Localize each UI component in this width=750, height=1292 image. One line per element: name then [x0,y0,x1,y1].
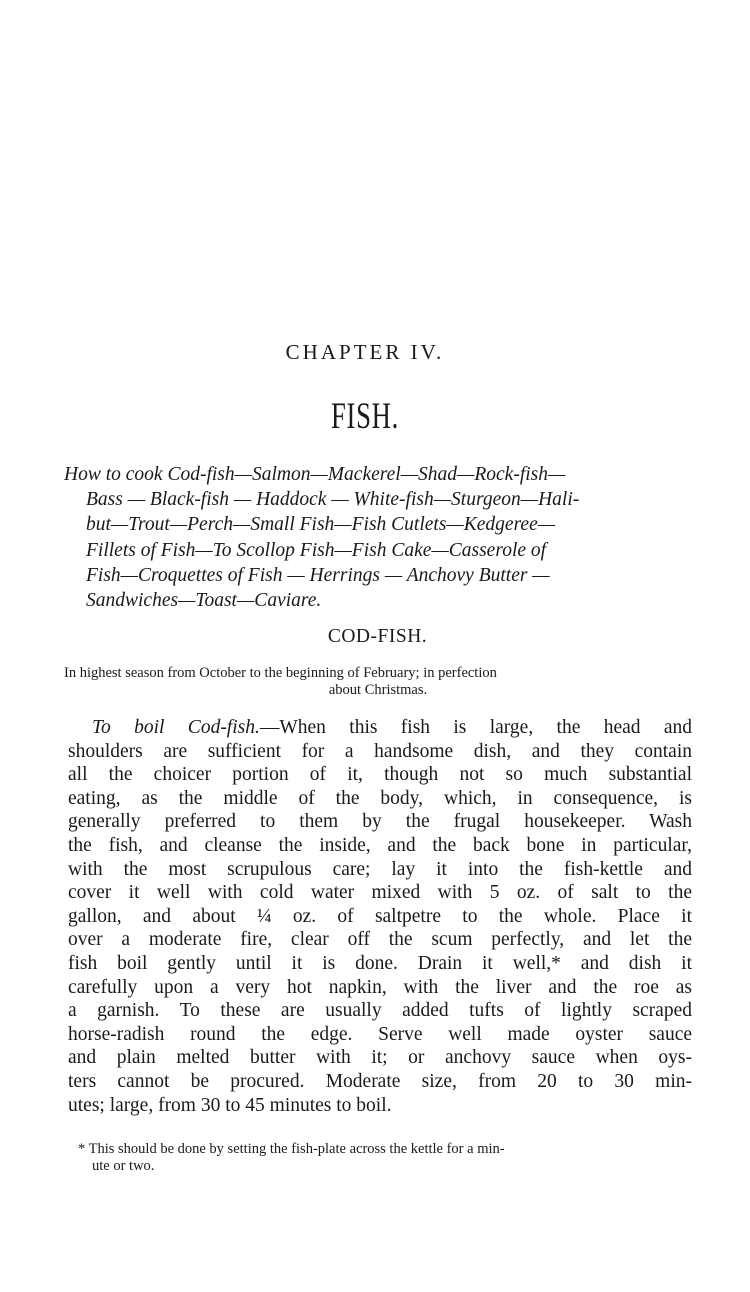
paragraph-line: ters cannot be procured. Moderate size, from 20 to 30 min- [68,1070,692,1092]
footnote [78,1141,694,1175]
paragraph-first-line [68,716,692,740]
paragraph-line: gallon, and about ¼ oz. of saltpetre to the whole. Place it [68,905,692,927]
contents-line: Sandwiches—Toast—Caviare. [86,590,322,612]
paragraph-line: a garnish. To these are usually added tufts of lightly scraped [68,1000,692,1022]
paragraph-line: eating, as the middle of the body, which, in consequence, is [68,787,692,809]
contents-line: Bass — Black-fish — Haddock — White-fish—Sturgeon—Hali- [86,489,580,511]
contents-line: but—Trout—Perch—Small Fish—Fish Cutlets—Kedgeree— [86,514,556,536]
paragraph-line: the fish, and cleanse the inside, and the back bone in particular, [68,834,692,856]
chapter-number: CHAPTER IV. [285,340,445,364]
contents-line: Fillets of Fish—To Scollop Fish—Fish Cake—Casserole of [86,539,547,561]
chapter-title: FISH. [330,396,399,437]
paragraph-line: all the choicer portion of it, though not so much substantial [68,764,692,786]
contents-line: Fish—Croquettes of Fish — Herrings — Anchovy Butter — [86,564,550,586]
paragraph-line: over a moderate fire, clear off the scum perfectly, and let the [68,929,692,951]
footnote-line: * This should be done by setting the fish-plate across the kettle for a min- [78,1141,505,1157]
recipe-paragraph [68,716,692,1117]
paragraph-line: cover it well with cold water mixed with 5 oz. of salt to the [68,882,692,904]
chapter-contents [64,462,694,613]
contents-line: How to cook Cod-fish—Salmon—Mackerel—Shad—Rock-fish— [64,464,566,485]
paragraph-line: fish boil gently until it is done. Drain it well,* and dish it [68,952,692,974]
recipe-run-in-heading: To boil Cod-fish. [92,717,260,738]
paragraph-line: utes; large, from 30 to 45 minutes to boil. [68,1094,392,1116]
paragraph-line: generally preferred to them by the frugal housekeeper. Wash [68,811,692,833]
paragraph-line: shoulders are sufficient for a handsome dish, and they contain [68,740,692,762]
paragraph-line: and plain melted butter with it; or anchovy sauce when oys- [68,1047,692,1069]
paragraph-line: with the most scrupulous care; lay it into the fish-kettle and [68,858,692,880]
paragraph-line: carefully upon a very hot napkin, with the liver and the roe as [68,976,692,998]
season-note-line: In highest season from October to the beginning of February; in perfection [64,665,497,681]
paragraph-line: horse-radish round the edge. Serve well made oyster sauce [68,1023,692,1045]
season-note [64,665,692,699]
section-title: COD-FISH. [327,626,428,647]
season-note-line: about Christmas. [328,682,428,698]
paragraph-first-line-text: —When this fish is large, the head and [259,717,692,738]
footnote-line: ute or two. [92,1158,155,1174]
